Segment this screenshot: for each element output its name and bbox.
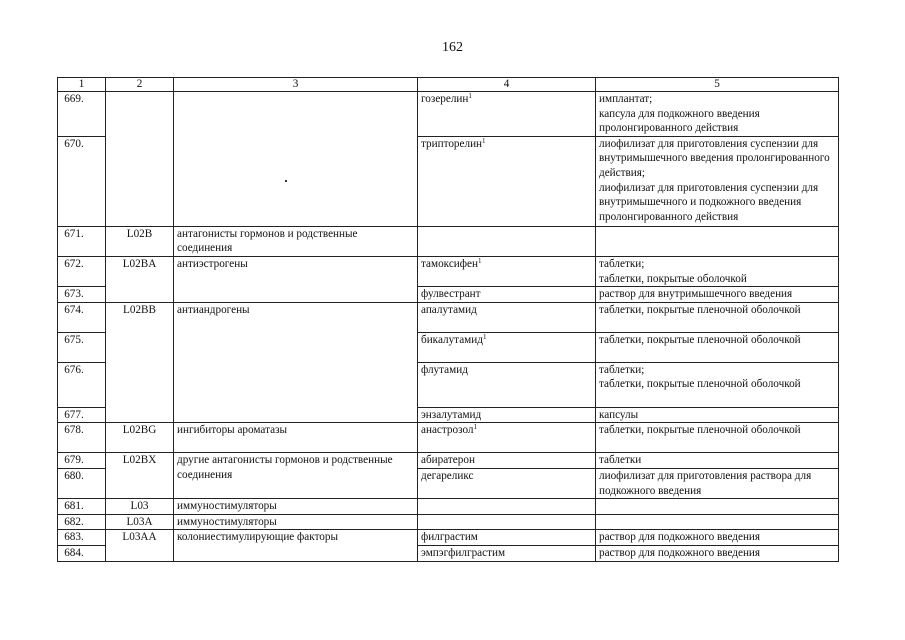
dosage-form xyxy=(596,136,839,226)
table-row xyxy=(58,92,839,137)
dosage-form-line: таблетки, покрытые оболочкой xyxy=(599,272,747,285)
dosage-form: лиофилизат для приготовления раствора для подкожного введения xyxy=(596,468,839,498)
dosage-form: раствор для подкожного введения xyxy=(596,530,839,546)
group-name-cell xyxy=(174,92,418,227)
drug-name: фулвестрант xyxy=(418,287,596,303)
dosage-form: таблетки, покрытые пленочной оболочкой xyxy=(596,302,839,332)
row-number: 679. xyxy=(58,453,106,469)
group-name: иммуностимуляторы xyxy=(174,499,418,515)
drug-name xyxy=(418,514,596,530)
dosage-form-line: таблетки; xyxy=(599,363,645,376)
row-number: 678. xyxy=(58,423,106,453)
drug-table xyxy=(57,77,839,562)
table-header-row xyxy=(58,78,839,92)
dosage-form xyxy=(596,514,839,530)
drug-name: гозерелин$^1$ xyxy=(418,92,596,137)
column-header: 4 xyxy=(418,78,596,92)
drug-name: бикалутамид$^1$ xyxy=(418,332,596,362)
dosage-form: капсулы xyxy=(596,407,839,423)
drug-name: апалутамид xyxy=(418,302,596,332)
atc-code: L03A xyxy=(106,514,174,530)
table-row xyxy=(58,256,839,286)
dosage-form xyxy=(596,226,839,256)
row-number: 672. xyxy=(58,256,106,286)
drug-name: тамоксифен$^1$ xyxy=(418,256,596,286)
row-number: 682. xyxy=(58,514,106,530)
row-number: 680. xyxy=(58,468,106,498)
dosage-form: таблетки xyxy=(596,453,839,469)
group-name: антиандрогены xyxy=(174,302,418,423)
atc-code: L02BA xyxy=(106,256,174,302)
row-number: 673. xyxy=(58,287,106,303)
dosage-form-line: лиофилизат для приготовления суспензии для внутримышечного и подкожного введения пролонгированного действия xyxy=(599,181,819,223)
dosage-form: таблетки, покрытые пленочной оболочкой xyxy=(596,332,839,362)
row-number: 683. xyxy=(58,530,106,546)
atc-code-cell xyxy=(106,92,174,227)
row-number: 671. xyxy=(58,226,106,256)
group-name: другие антагонисты гормонов и родственные соединения xyxy=(174,453,418,499)
column-header: 3 xyxy=(174,78,418,92)
table-row xyxy=(58,302,839,332)
row-number: 669. xyxy=(58,92,106,137)
atc-code: L02BG xyxy=(106,423,174,453)
row-number: 675. xyxy=(58,332,106,362)
row-number: 677. xyxy=(58,407,106,423)
dosage-form-line: лиофилизат для приготовления суспензии для внутримышечного введения пролонгированного действия; xyxy=(599,137,830,179)
scan-speck xyxy=(285,180,287,182)
row-number: 674. xyxy=(58,302,106,332)
group-name: антиэстрогены xyxy=(174,256,418,302)
table-row xyxy=(58,453,839,469)
dosage-form xyxy=(596,92,839,137)
dosage-form-line: капсула для подкожного введения пролонгированного действия xyxy=(599,107,760,135)
table-row xyxy=(58,514,839,530)
drug-name xyxy=(418,226,596,256)
dosage-form: раствор для подкожного введения xyxy=(596,545,839,561)
drug-name: анастрозол$^1$ xyxy=(418,423,596,453)
atc-code: L02BX xyxy=(106,453,174,499)
dosage-form xyxy=(596,499,839,515)
atc-code: L02B xyxy=(106,226,174,256)
page-number: 162 xyxy=(442,40,463,55)
dosage-form xyxy=(596,256,839,286)
table-row xyxy=(58,499,839,515)
drug-name: эмпэгфилграстим xyxy=(418,545,596,561)
column-header: 5 xyxy=(596,78,839,92)
atc-code: L03AA xyxy=(106,530,174,561)
column-header: 1 xyxy=(58,78,106,92)
dosage-form xyxy=(596,362,839,407)
dosage-form: раствор для внутримышечного введения xyxy=(596,287,839,303)
drug-name: филграстим xyxy=(418,530,596,546)
drug-name: дегареликс xyxy=(418,468,596,498)
group-name: ингибиторы ароматазы xyxy=(174,423,418,453)
row-number: 670. xyxy=(58,136,106,226)
drug-name: флутамид xyxy=(418,362,596,407)
table-row xyxy=(58,226,839,256)
dosage-form-line: таблетки; xyxy=(599,257,645,270)
drug-name: энзалутамид xyxy=(418,407,596,423)
dosage-form: таблетки, покрытые пленочной оболочкой xyxy=(596,423,839,453)
table-row xyxy=(58,530,839,546)
dosage-form-line: имплантат; xyxy=(599,93,653,105)
row-number: 681. xyxy=(58,499,106,515)
atc-code: L02BB xyxy=(106,302,174,423)
row-number: 684. xyxy=(58,545,106,561)
dosage-form-line: таблетки, покрытые пленочной оболочкой xyxy=(599,378,801,391)
group-name: иммуностимуляторы xyxy=(174,514,418,530)
drug-name xyxy=(418,499,596,515)
atc-code: L03 xyxy=(106,499,174,515)
group-name: колониестимулирующие факторы xyxy=(174,530,418,561)
drug-name: трипторелин$^1$ xyxy=(418,136,596,226)
drug-name: абиратерон xyxy=(418,453,596,469)
group-name: антагонисты гормонов и родственные соединения xyxy=(174,226,418,256)
column-header: 2 xyxy=(106,78,174,92)
table-row xyxy=(58,423,839,453)
row-number: 676. xyxy=(58,362,106,407)
